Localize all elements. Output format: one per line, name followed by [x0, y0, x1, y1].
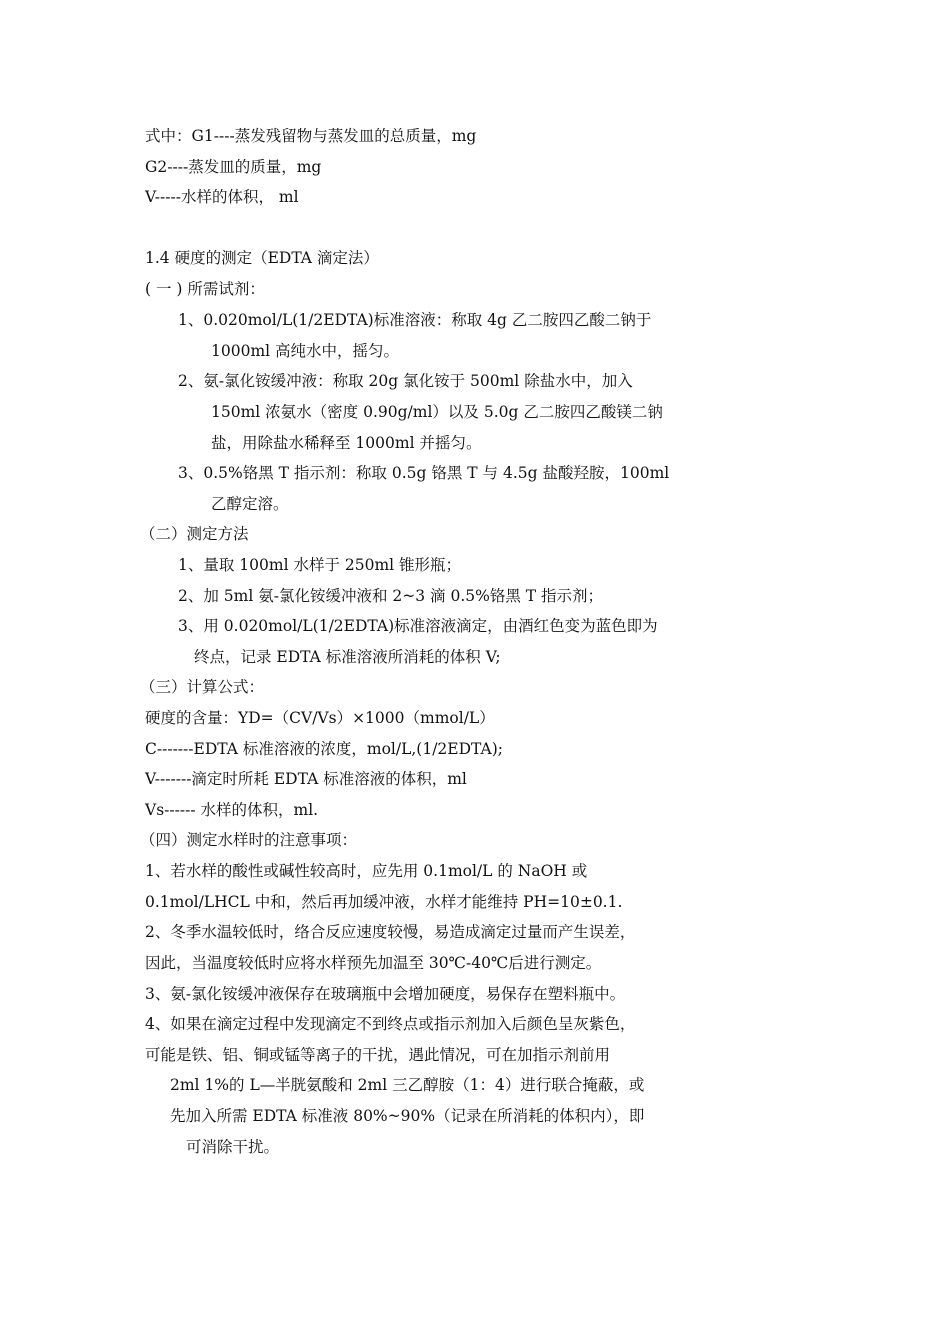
reagent-item-1-cont: 1000ml 高纯水中，摇匀。 — [211, 342, 400, 360]
note-1: 1、若水样的酸性或碱性较高时，应先用 0.1mol/L 的 NaOH 或 — [145, 862, 588, 880]
reagent-item-3: 3、0.5%铬黑 T 指示剂：称取 0.5g 铬黑 T 与 4.5g 盐酸羟胺，100ml — [178, 464, 670, 482]
subsection-method: （二）测定方法 — [140, 525, 249, 543]
note-2: 2、冬季水温较低时，络合反应速度较慢，易造成滴定过量而产生误差， — [145, 923, 636, 941]
reagent-item-1: 1、0.020mol/L(1/2EDTA)标准溶液：称取 4g 乙二胺四乙酸二钠于 — [178, 311, 652, 329]
section-heading: 1.4 硬度的测定（EDTA 滴定法） — [145, 249, 379, 267]
note-4: 4、如果在滴定过程中发现滴定不到终点或指示剂加入后颜色呈灰紫色， — [145, 1015, 636, 1033]
method-step-2: 2、加 5ml 氨-氯化铵缓冲液和 2~3 滴 0.5%铬黑 T 指示剂； — [178, 587, 604, 605]
note-4-cont: 可能是铁、铝、铜或锰等离子的干扰，遇此情况，可在加指示剂前用 — [145, 1046, 611, 1064]
formula-legend-g2: G2----蒸发皿的质量，mg — [145, 158, 322, 176]
formula-legend-vs: Vs------ 水样的体积，ml. — [145, 801, 319, 819]
hardness-formula: 硬度的含量：YD=（CV/Vs）×1000（mmol/L） — [145, 709, 495, 727]
note-3: 3、氨-氯化铵缓冲液保存在玻璃瓶中会增加硬度，易保存在塑料瓶中。 — [145, 985, 626, 1003]
subsection-formula: （三）计算公式： — [140, 678, 265, 696]
reagent-item-2-cont: 盐，用除盐水稀释至 1000ml 并摇匀。 — [211, 434, 482, 452]
subsection-reagents: ( 一 ) 所需试剂： — [145, 280, 265, 298]
note-4-cont: 2ml 1%的 L—半胱氨酸和 2ml 三乙醇胺（1：4）进行联合掩蔽，或 — [170, 1076, 645, 1094]
note-4-cont: 可消除干扰。 — [186, 1138, 280, 1156]
method-step-3-cont: 终点，记录 EDTA 标准溶液所消耗的体积 V; — [194, 648, 501, 666]
formula-legend-v: V-------滴定时所耗 EDTA 标准溶液的体积，ml — [145, 770, 467, 788]
formula-legend-v: V-----水样的体积， ml — [145, 188, 299, 206]
note-2-cont: 因此，当温度较低时应将水样预先加温至 30℃-40℃后进行测定。 — [145, 954, 602, 972]
method-step-3: 3、用 0.020mol/L(1/2EDTA)标准溶液滴定，由酒红色变为蓝色即为 — [178, 617, 658, 635]
formula-legend-g1: 式中：G1----蒸发残留物与蒸发皿的总质量，mg — [145, 127, 477, 145]
reagent-item-2-cont: 150ml 浓氨水（密度 0.90g/ml）以及 5.0g 乙二胺四乙酸镁二钠 — [211, 403, 663, 421]
formula-legend-c: C-------EDTA 标准溶液的浓度，mol/L,(1/2EDTA); — [145, 740, 503, 758]
reagent-item-2: 2、氨-氯化铵缓冲液：称取 20g 氯化铵于 500ml 除盐水中，加入 — [178, 372, 633, 390]
method-step-1: 1、量取 100ml 水样于 250ml 锥形瓶； — [178, 556, 462, 574]
note-4-cont: 先加入所需 EDTA 标准液 80%~90%（记录在所消耗的体积内），即 — [170, 1107, 645, 1125]
subsection-notes: （四）测定水样时的注意事项： — [140, 831, 358, 849]
reagent-item-3-cont: 乙醇定溶。 — [211, 495, 289, 513]
note-1-cont: 0.1mol/LHCL 中和，然后再加缓冲液，水样才能维持 PH=10±0.1. — [145, 893, 623, 911]
